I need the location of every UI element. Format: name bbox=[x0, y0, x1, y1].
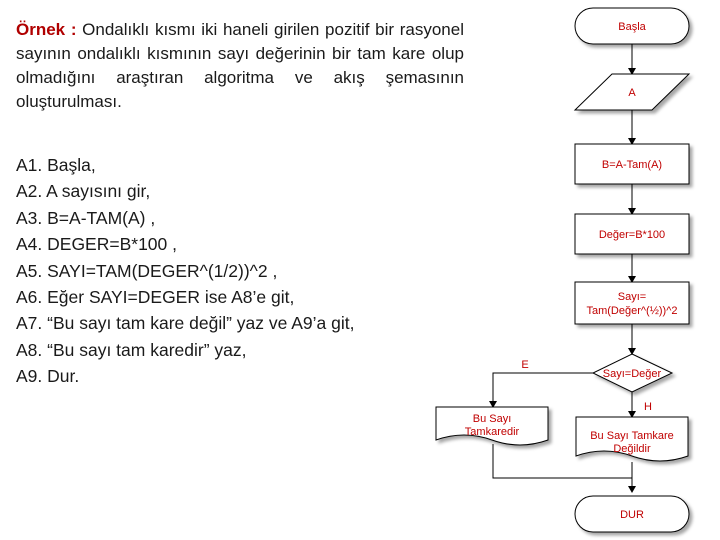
end-terminal bbox=[575, 496, 689, 532]
algorithm-step: A1. Başla, bbox=[16, 155, 96, 175]
output-yes-label-1: Bu Sayı bbox=[472, 413, 512, 425]
input-label: A bbox=[628, 87, 636, 99]
output-yes-label-2: Tamkaredir bbox=[464, 426, 520, 438]
start-terminal bbox=[575, 8, 689, 44]
output-no-document bbox=[576, 417, 688, 461]
output-yes-document bbox=[436, 407, 548, 445]
process-sayi-label-2: Tam(Değer^(½))^2 bbox=[586, 305, 678, 317]
process-sayi-label-1: Sayı= bbox=[617, 291, 647, 303]
end-label: DUR bbox=[620, 509, 644, 521]
process-b-label: B=A-Tam(A) bbox=[601, 159, 663, 171]
process-sayi-box bbox=[575, 282, 689, 324]
process-deger-box bbox=[575, 214, 689, 254]
start-label: Başla bbox=[618, 21, 646, 33]
algorithm-step: A5. SAYI=TAM(DEGER^(1/2))^2 , bbox=[16, 260, 278, 281]
process-deger-label: Değer=B*100 bbox=[598, 229, 666, 241]
input-box bbox=[575, 74, 689, 110]
algorithm-step: A6. Eğer SAYI=DEGER ise A8’e git, bbox=[16, 287, 295, 308]
output-no-label-1: Bu Sayı Tamkare bbox=[590, 430, 674, 442]
algorithm-step: A7. “Bu sayı tam kare değil” yaz ve A9’a git, bbox=[16, 313, 355, 334]
example-label: Örnek : bbox=[16, 20, 77, 39]
yes-branch-label: E bbox=[521, 359, 529, 371]
decision-diamond bbox=[593, 354, 672, 392]
algorithm-step: A8. “Bu sayı tam karedir” yaz, bbox=[16, 339, 247, 360]
problem-text: Ondalıklı kısmı iki haneli girilen pozitif bir rasyonel sayının ondalıklı kısmının sayı değerinin bir tam kare olup olmadığını araştıran algoritma ve akış şemasının oluşturulması. bbox=[16, 20, 464, 111]
no-branch-label: H bbox=[644, 401, 652, 413]
algorithm-step: A2. A sayısını gir, bbox=[16, 181, 151, 202]
output-no-label-2: Değildir bbox=[613, 443, 651, 455]
decision-label: Sayı=Değer bbox=[602, 368, 662, 380]
algorithm-step: A3. B=A-TAM(A) , bbox=[16, 207, 156, 228]
process-b-box bbox=[575, 144, 689, 184]
algorithm-step: A9. Dur. bbox=[16, 366, 80, 387]
algorithm-step: A4. DEGER=B*100 , bbox=[16, 234, 177, 255]
